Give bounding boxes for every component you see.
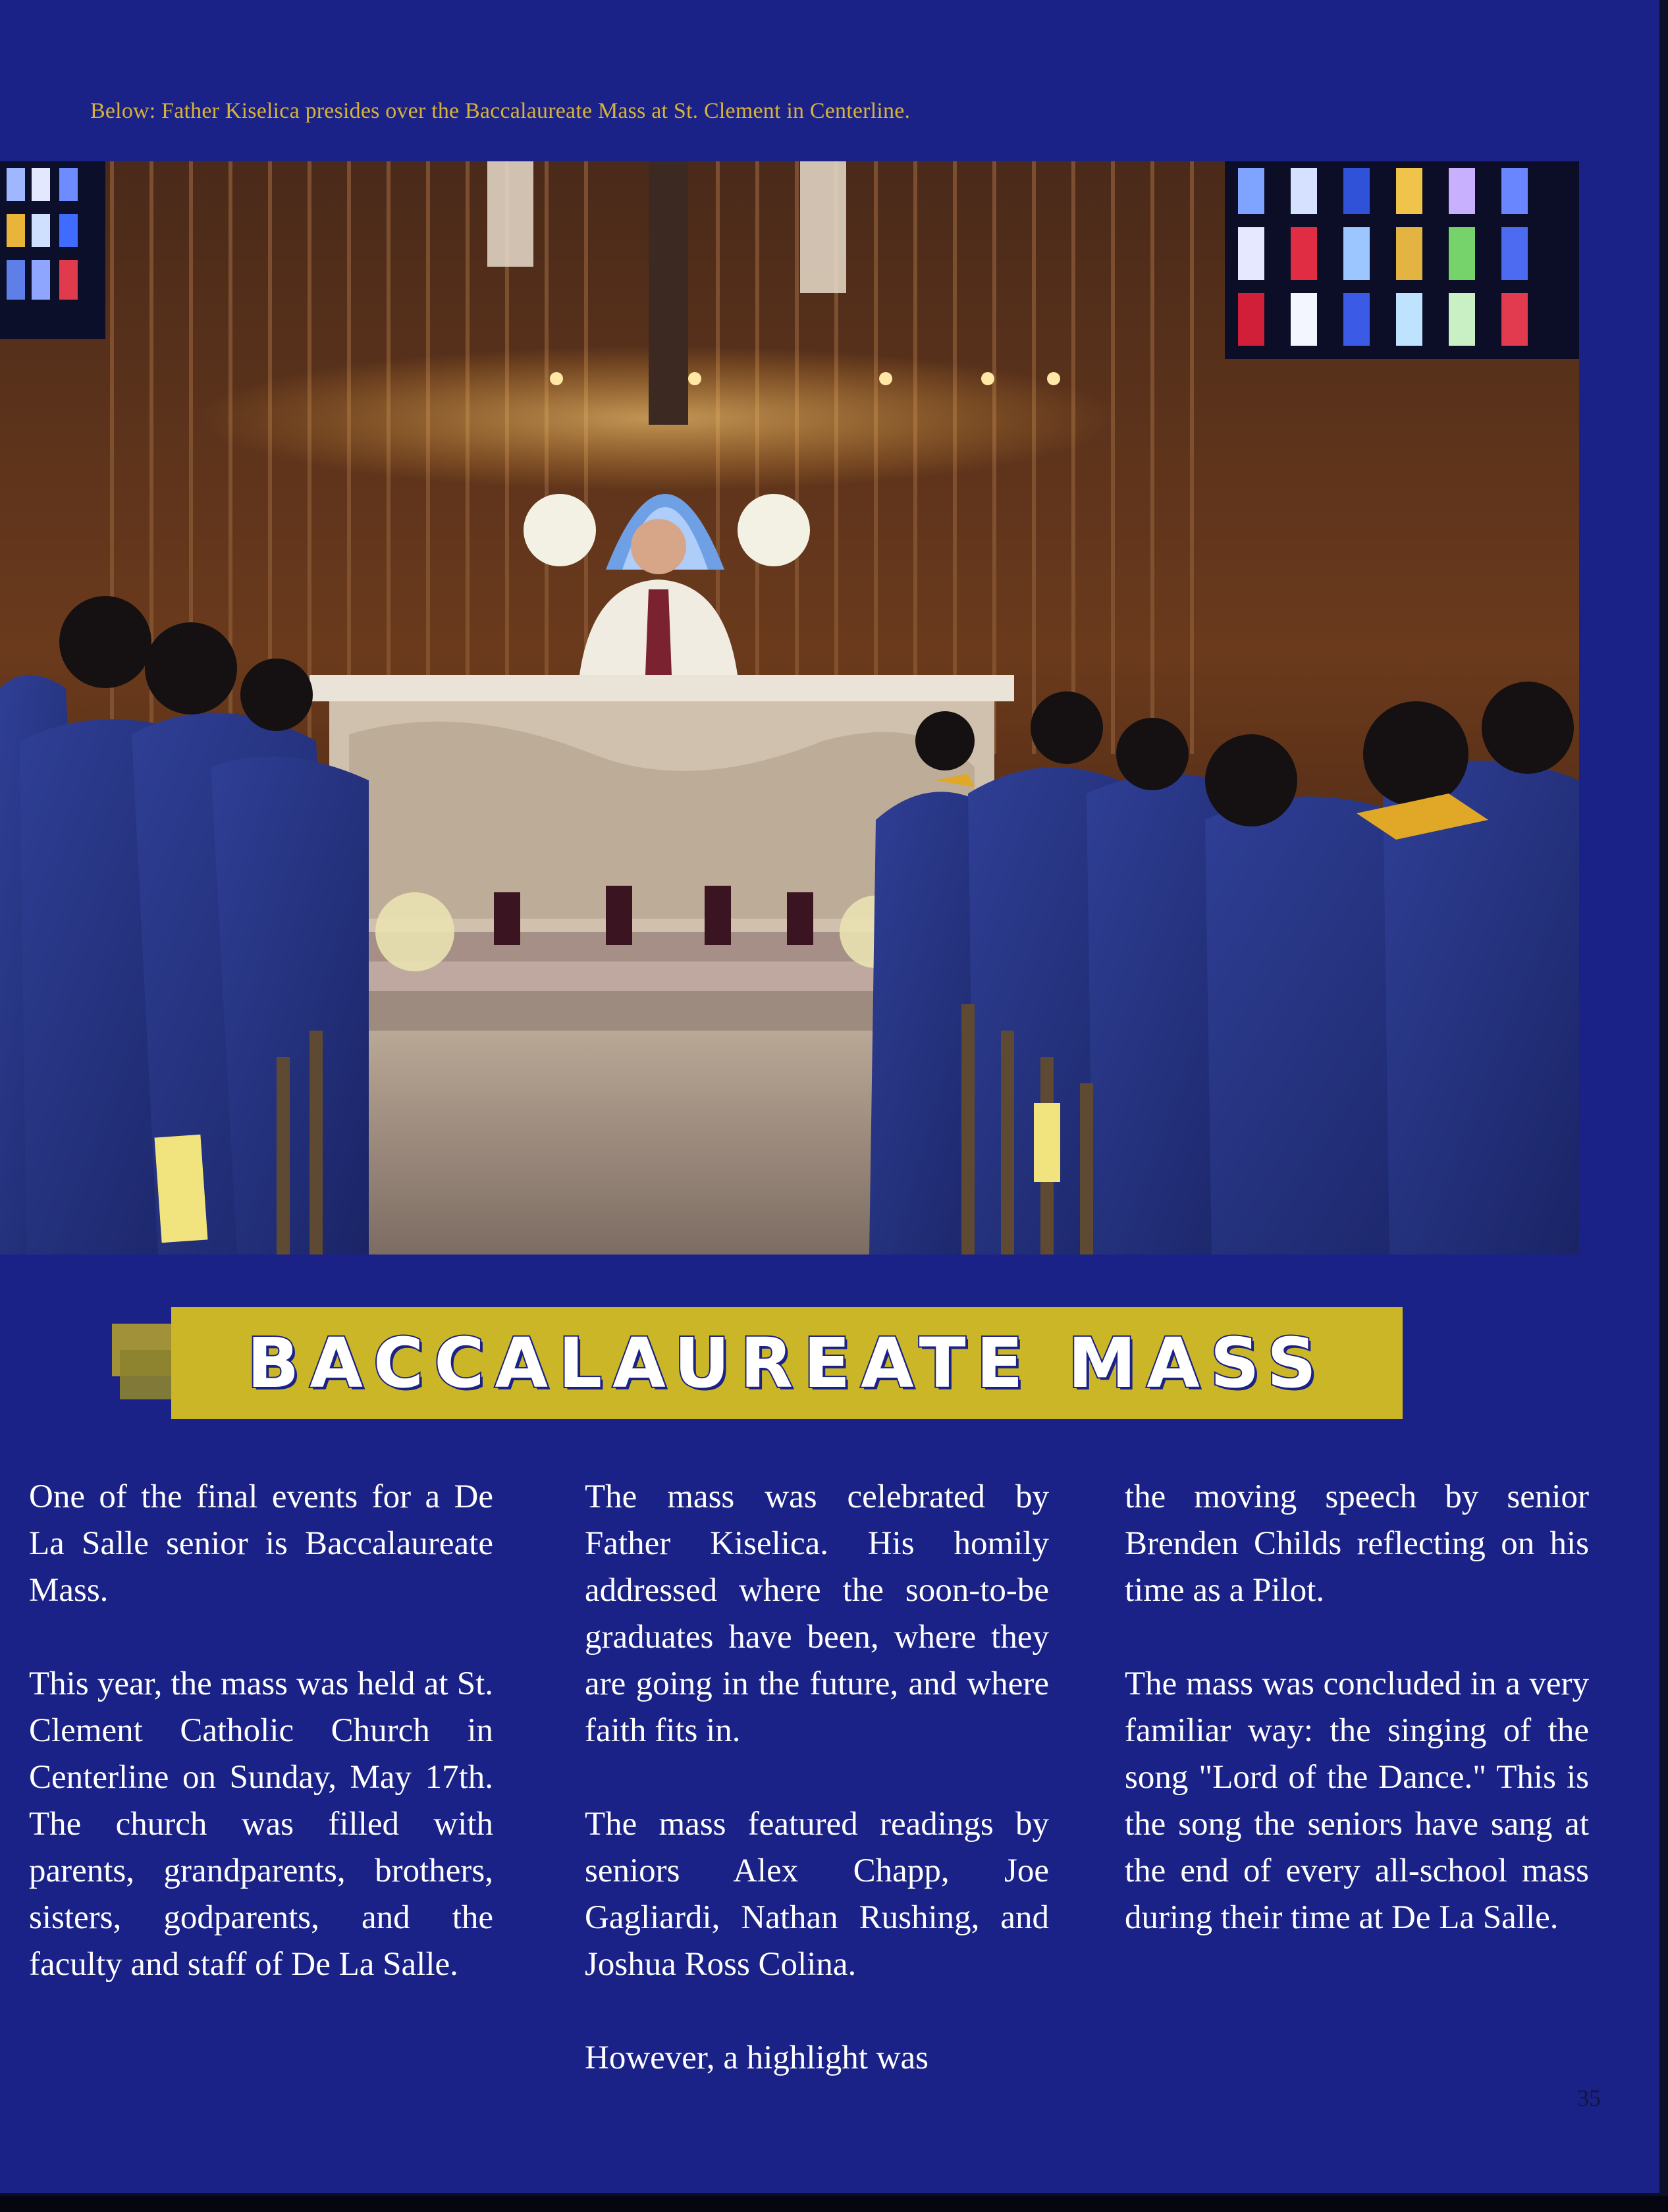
- paragraph: This year, the mass was held at St. Clement Catholic Church in Centerline on Sunday, May 17th. The church was filled with parents, grandparents, brothers, sisters, godparents, and the faculty and staff of De La Salle.: [29, 1665, 493, 1983]
- paragraph: However, a highlight was: [585, 2039, 929, 2076]
- paragraph: One of the final events for a De La Salle senior is Baccalaureate Mass.: [29, 1478, 493, 1609]
- article-column-3: [1125, 1474, 1589, 1988]
- paragraph: The mass was celebrated by Father Kiselica. His homily addressed where the soon-to-be graduates have been, where they are going in the future, and where faith fits in.: [585, 1478, 1049, 1749]
- scan-border: [0, 2196, 1668, 2212]
- paragraph: the moving speech by senior Brenden Childs reflecting on his time as a Pilot.: [1125, 1478, 1589, 1609]
- page-title: BACCALAUREATE MASS: [247, 1323, 1327, 1403]
- article-column-2: [585, 1474, 1049, 2128]
- paragraph: The mass featured readings by seniors Alex Chapp, Joe Gagliardi, Nathan Rushing, and Joshua Ross Colina.: [585, 1806, 1049, 1983]
- title-banner: [171, 1307, 1403, 1419]
- page-number: 35: [1577, 2085, 1601, 2111]
- paragraph: The mass was concluded in a very familiar way: the singing of the song "Lord of the Dance." This is the song the seniors have sang at the end of every all-school mass during their time at De La Salle.: [1125, 1665, 1589, 1936]
- article-column-1: [29, 1474, 493, 2035]
- photo-caption: Below: Father Kiselica presides over the Baccalaureate Mass at St. Clement in Centerline.: [90, 99, 911, 123]
- baccalaureate-mass-photo: [0, 161, 1579, 1254]
